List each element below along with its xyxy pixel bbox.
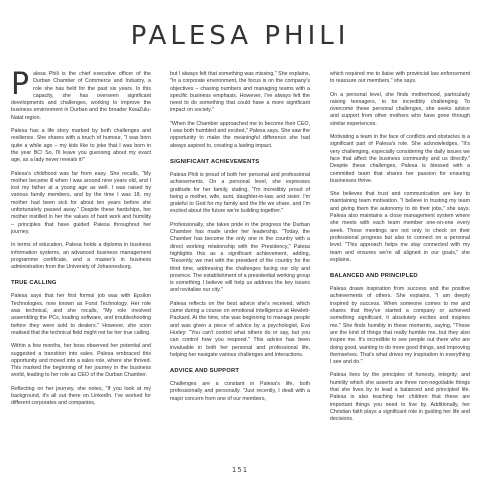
paragraph: Motivating a team in the face of conflicts and obstacles is a significant part of Palesa's role. She acknowledges, "It's very challenging, especially considering the daily issues we face that affect the business community and us directly." Despite these challenges, Palesa is blessed with a committed team that shares her passion for ensuring businesses thrive. [330,134,470,184]
paragraph: Within a few months, her boss observed her potential and suggested a transition into sales. Palesa embraced this opportunity and moved into a sales role, where she thrived. This marked the beginning of her journey in the business world, leading to her role as CEO of the Durban Chamber. [11,343,151,379]
paragraph [11,71,151,122]
section-heading: SIGNIFICANT ACHIEVEMENTS [170,158,260,165]
column-2 [170,71,310,459]
paragraph-text: alesa Phili is the chief executive officer of the Durban Chamber of Commerce and Industry, a role she has held for the past six years. In this capacity, she has overseen significant developments and challenges, working to improve the business environment in Durban and the broader KwaZulu-Natal region. [11,71,151,121]
section-heading: TRUE CALLING [11,280,57,287]
paragraph: Professionally, she takes pride in the progress the Durban Chamber has made under her leadership. "Today, the Chamber has become the only one in the country with a direct working relationship with the Presidency," Palesa highlights this as a significant achievement, adding, "Recently, we met with the president of the country for the third time, addressing the challenges facing our city and province. The establishment of a presidential working group is something I believe will help us address the key issues and revitalise our city." [170,221,310,294]
drop-cap: P [11,71,30,102]
paragraph: On a personal level, she finds motherhood, particularly raising teenagers, to be incredibly challenging. To overcome these personal challenges, she seeks advice and support from other mothers who have gone through similar experiences. [330,91,470,127]
paragraph: Palesa lives by the principles of honesty, integrity, and humility which she asserts are three non-negotiable things that she lives by to lead a balanced and principled life. Palesa is also teaching her children that these are important things you need to live by. Additionally, her Christian faith plays a significant role in guiding her life and decisions. [330,372,470,423]
page-number: 151 [231,466,249,474]
paragraph: Palesa's childhood was far from easy. She recalls, "My mother became ill when I was around nine years old, and I lost my father at a young age as well. I was raised by various family members, and by the time I was 18, my mother had been sick for about ten years before she unfortunately passed away." Despite these hardships, her mother instilled in her the values of hard work and humility – principles that have guided Palesa throughout her journey. [11,170,151,235]
paragraph: Palesa Phili is proud of both her personal and professional achievements. On a personal level, she expresses gratitude for her family, stating, "I'm incredibly proud of being a mother, wife, aunt, daughter-in-law, and sister. I'm grateful to God for my family and the life we share, and I'm excited about the future we're building together." [170,171,310,215]
column-1 [11,71,151,459]
page-title: PALESA PHILI [130,21,350,51]
paragraph: Palesa says that her first formal job was with Epsilon Technologies, now known as Forst Technology. Her role was technical, and she recalls, "My role involved assembling the PCs, loading software, and troubleshooting before they were sold to dealers." However, she soon realised that the technical field might not be her true calling. [11,293,151,336]
paragraph: "When the Chamber approached me to become their CEO, I was both humbled and excited," Palesa says. She saw the opportunity to make the meaningful difference she had always aspired to, creating a lasting impact. [170,120,310,149]
paragraph: Palesa has a life story marked by both challenges and resilience. She shares with a touch of humour, "I was born quite a while ago – my kids like to joke that I was born in the year BC! So, I'll leave you guessing about my exact age, as a lady never reveals it!" [11,128,151,164]
paragraph: but I always felt that something was missing." She explains, "In a corporate environment, the focus is on the company's objectives – chasing numbers and managing teams with a specific business emphasis. However, I've always felt the need to do something that could have a more significant impact on society." [170,71,310,114]
paragraph: Palesa draws inspiration from success and the positive achievements of others. She explains, "I am deeply inspired by success. When someone comes to me and shares that they've started a company or achieved something significant, it absolutely excites and inspires me." She finds humility in these moments, saying, "These are the kind of things that really humble me, but they also inspire me. It's incredible to see people out there who are doing good, wanting to do more good things, and improving themselves. That's what drives my inspiration in everything I see and do." [330,286,470,366]
paragraph: She believes that trust and communication are key to maintaining team motivation. "I believe in trusting my team and giving them the autonomy to do their jobs," she says. Palesa also maintains a close management system where she meets with each team member one-on-one every week. These meetings are not only to check on their professional progress but also to connect on a personal level. "This approach helps me stay connected with my team and ensures we're all aligned in our goals," she explains. [330,191,470,263]
paragraph: Palesa reflects on the best advice she's received, which came during a course on emotional intelligence at Hewlett-Packard. At the time, she was beginning to manage people and was given a piece of advice by a psychologist, Eva Hurley: "You can't control what others do or say, but you can control how you respond." This advice has been invaluable in both her personal and professional life, helping her navigate various challenges and interactions. [170,300,310,358]
section-heading: BALANCED AND PRINCIPLED [330,273,418,280]
paragraph: In terms of education, Palesa holds a diploma in business information systems, an advanced business management programme certificate, and a master's in business administration from the University of Johannesburg. [11,242,151,271]
section-heading: ADVICE AND SUPPORT [170,368,240,375]
paragraph: Challenges are a constant in Palesa's life, both professionally and personally. "Just recently, I dealt with a major concern from one of our members, [170,381,310,402]
column-3 [330,71,470,459]
paragraph: Reflecting on her journey, she notes, "If you look at my background, it's all out there on LinkedIn. I've worked for different corporates and companies, [11,385,151,407]
paragraph: which required me to liaise with provincial law enforcement to reassure our members," she says. [330,71,470,85]
